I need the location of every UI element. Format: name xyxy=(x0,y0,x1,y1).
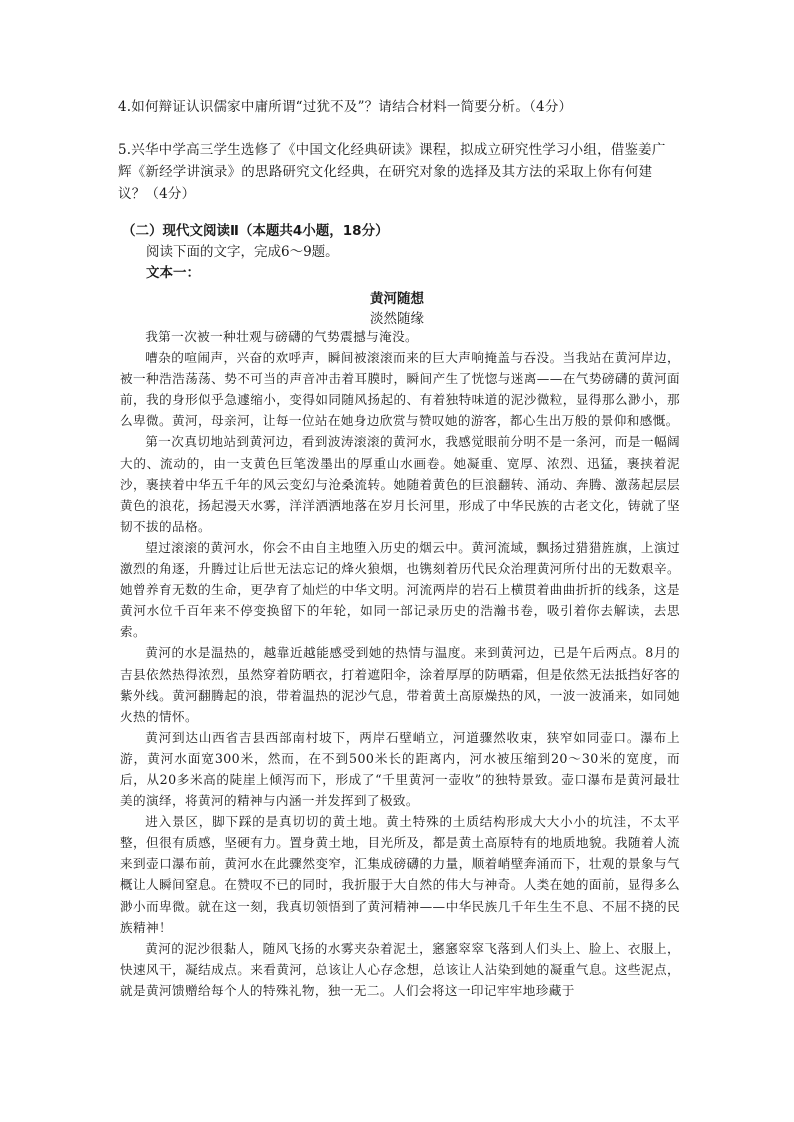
text-one-label: 文本一： xyxy=(146,265,200,281)
article-body xyxy=(120,326,680,1001)
article-author: 淡然随缘 xyxy=(370,311,424,327)
question-4: 4.如何辩证认识儒家中庸所谓“过犹不及”？请结合材料一简要分析。（4分） xyxy=(118,99,573,115)
section-heading: （二）现代文阅读Ⅱ（本题共4小题，18分） xyxy=(122,223,389,239)
article-paragraph: 望过滚滚的黄河水，你会不由自主地堕入历史的烟云中。黄河流域，飘扬过猎猎旌旗，上演过激烈的角逐，升腾过让后世无法忘记的烽火狼烟，也镌刻着历代民众治理黄河所付出的无数艰辛。她曾养育无数的生命，更孕育了灿烂的中华文明。河流两岸的岩石上横贯着曲曲折折的线条，这是黄河水位千百年来不停变换留下的年轮，如同一部记录历史的浩瀚书卷，吸引着你去解读，去思索。 xyxy=(120,539,680,640)
question-5: 5.兴华中学高三学生选修了《中国文化经典研读》课程，拟成立研究性学习小组，借鉴姜广辉《新经学讲演录》的思路研究文化经典，在研究对象的选择及其方法的采取上你有何建议？（4分） xyxy=(118,142,666,202)
article-paragraph: 黄河到达山西省吉县西部南村坡下，两岸石壁峭立，河道骤然收束，狭窄如同壶口。瀑布上游，黄河水面宽300米，然而，在不到500米长的距离内，河水被压缩到20～30米的宽度，而后，从20多米高的陡崖上倾泻而下，形成了“千里黄河一壶收”的独特景致。壶口瀑布是黄河最壮美的演绎，将黄河的精神与内涵一并发挥到了极致。 xyxy=(120,729,680,809)
article-paragraph: 嘈杂的喧闹声，兴奋的欢呼声，瞬间被滚滚而来的巨大声响掩盖与吞没。当我站在黄河岸边，被一种浩浩荡荡、势不可当的声音冲击着耳膜时，瞬间产生了恍惚与迷离——在气势磅礴的黄河面前，我的身形似乎急遽缩小，变得如同随风扬起的、有着独特味道的泥沙微粒，显得那么渺小，那么卑微。黄河，母亲河，让每一位站在她身边欣赏与赞叹她的游客，都心生出万般的景仰和感慨。 xyxy=(120,350,680,429)
reading-instruction: 阅读下面的文字，完成6～9题。 xyxy=(146,244,339,260)
article-paragraph: 第一次真切地站到黄河边，看到波涛滚滚的黄河水，我感觉眼前分明不是一条河，而是一幅阔大的、流动的，由一支黄色巨笔泼墨出的厚重山水画卷。她凝重、宽厚、浓烈、迅猛，裹挟着泥沙，裹挟着中华五千年的风云变幻与沧桑流转。她随着黄色的巨浪翻转、涌动、奔腾、激荡起层层黄色的浪花，扬起漫天水雾，洋洋洒洒地落在岁月长河里，形成了中华民族的古老文化，铸就了坚韧不拔的品格。 xyxy=(120,434,680,534)
article-paragraph: 我第一次被一种壮观与磅礴的气势震撼与淹没。 xyxy=(145,329,419,344)
article-title: 黄河随想 xyxy=(370,291,424,307)
article-paragraph: 黄河的泥沙很黏人，随风飞扬的水雾夹杂着泥土，窸窸窣窣飞落到人们头上、脸上、衣服上，快速风干，凝结成点。来看黄河，总该让人心存念想，总该让人沾染到她的凝重气息。这些泥点，就是黄河馈赠给每个人的特殊礼物，独一无二。人们会将这一印记牢牢地珍藏于 xyxy=(120,940,680,998)
article-paragraph: 进入景区，脚下踩的是真切切的黄土地。黄土特殊的土质结构形成大大小小的坑洼，不太平整，但很有质感，坚硬有力。置身黄土地，目光所及，都是黄土高原特有的地质地貌。我随着人流来到壶口瀑布前，黄河水在此骤然变窄，汇集成磅礴的力量，顺着峭壁奔涌而下，壮观的景象与气概让人瞬间窒息。在赞叹不已的同时，我折服于大自然的伟大与神奇。人类在她的面前，显得多么渺小而卑微。就在这一刻，我真切领悟到了黄河精神——中华民族几千年生生不息、不屈不挠的民族精神！ xyxy=(120,814,680,935)
article-paragraph: 黄河的水是温热的，越靠近越能感受到她的热情与温度。来到黄河边，已是午后两点。8月的吉县依然热得浓烈，虽然穿着防晒衣，打着遮阳伞，涂着厚厚的防晒霜，但是依然无法抵挡好客的紫外线。黄河翻腾起的浪，带着温热的泥沙气息，带着黄土高原燥热的风，一波一波涌来，如同她火热的情怀。 xyxy=(120,645,680,724)
